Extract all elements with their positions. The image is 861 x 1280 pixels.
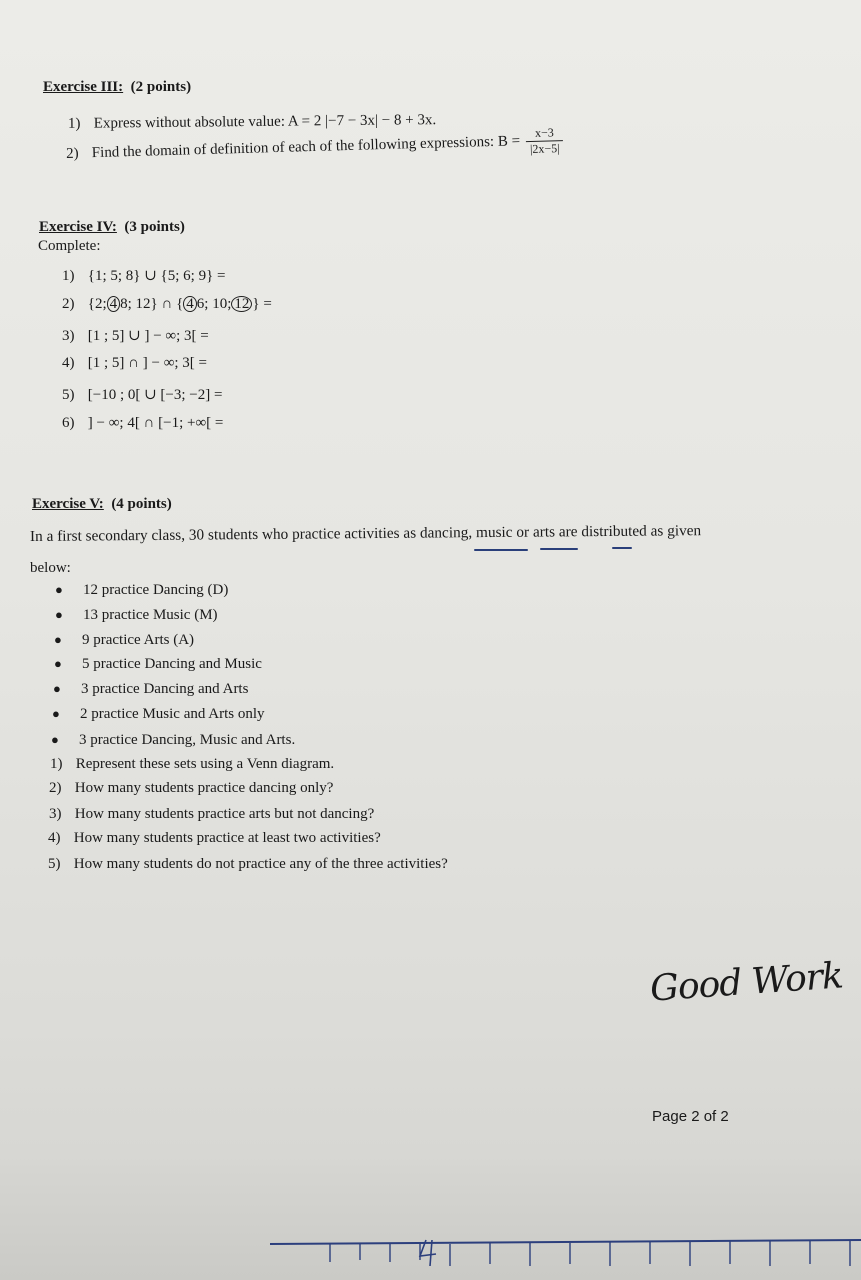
exercise-4-item-4 <box>62 355 207 372</box>
bullet-item <box>52 706 265 723</box>
q-text: Express without absolute value: A = 2 |−7 − 3x| − 8 + 3x. <box>93 112 437 132</box>
bullet-text: 13 practice Music (M) <box>83 607 218 623</box>
item-number: 5) <box>62 387 75 403</box>
exercise-5-points: (4 points) <box>111 496 172 512</box>
item-text: {1; 5; 8} ∪ {5; 6; 9} = <box>87 268 226 284</box>
exercise-4-item-2 <box>62 296 272 313</box>
exercise-5-question <box>48 830 381 847</box>
bullet-item <box>55 582 228 599</box>
question-text: How many students do not practice any of the three activities? <box>73 856 448 872</box>
item-number: 2) <box>62 296 75 312</box>
bullet-icon: ● <box>51 732 59 747</box>
item-text-post: } = <box>252 296 272 312</box>
exercise-3-points: (2 points) <box>130 79 192 95</box>
q-number: 2) <box>65 145 79 162</box>
bullet-icon: ● <box>55 607 63 622</box>
exercise-5-question <box>49 806 374 823</box>
exercise-4-heading <box>39 219 185 236</box>
handwritten-circle-mark: 4 <box>107 296 121 312</box>
handwritten-circle-mark: 4 <box>183 296 197 312</box>
bullet-item <box>54 632 194 649</box>
bullet-text: 3 practice Dancing and Arts <box>81 681 249 697</box>
q-text: Find the domain of definition of each of the following expressions: B = <box>91 133 521 162</box>
exercise-5-question <box>48 856 448 873</box>
handwritten-underline <box>540 548 578 550</box>
exercise-3-heading <box>43 79 191 96</box>
item-text-mid1: 8; 12} ∩ { <box>120 296 184 312</box>
q-number: 1) <box>67 115 81 132</box>
fraction-denominator: |2x−5| <box>529 141 560 156</box>
item-text: ] − ∞; 4[ ∩ [−1; +∞[ = <box>87 415 224 431</box>
bullet-item <box>54 656 262 673</box>
question-text: Represent these sets using a Venn diagram. <box>75 756 335 772</box>
handwritten-circle-mark: 12 <box>231 296 252 312</box>
exercise-4-intro: Complete: <box>38 238 101 254</box>
item-number: 6) <box>62 415 75 431</box>
exercise-5-title: Exercise V: <box>32 496 104 512</box>
closing-signature: Good Work <box>648 955 845 1010</box>
bullet-item <box>53 681 248 698</box>
exercise-4-item-3 <box>62 326 209 345</box>
fraction-numerator: x−3 <box>525 125 563 142</box>
exercise-3-title: Exercise III: <box>43 79 124 95</box>
item-text: [−10 ; 0[ ∪ [−3; −2] = <box>87 387 223 403</box>
bullet-text: 9 practice Arts (A) <box>82 632 195 648</box>
question-text: How many students practice dancing only? <box>74 780 334 796</box>
handwritten-underline <box>612 547 632 549</box>
question-number: 1) <box>50 756 63 772</box>
handwritten-underline <box>474 549 528 551</box>
bullet-icon: ● <box>52 706 60 721</box>
page-number: Page 2 of 2 <box>652 1108 729 1125</box>
ruler-decoration <box>0 1200 861 1280</box>
question-text: How many students practice arts but not dancing? <box>74 806 375 822</box>
question-number: 4) <box>48 830 61 846</box>
question-number: 2) <box>49 780 62 796</box>
bullet-text: 5 practice Dancing and Music <box>82 656 262 672</box>
bullet-text: 12 practice Dancing (D) <box>83 582 229 598</box>
exercise-4-points: (3 points) <box>124 219 185 235</box>
bullet-text: 2 practice Music and Arts only <box>80 706 265 722</box>
item-text-pre: {2; <box>87 296 107 312</box>
item-text: [1 ; 5] ∩ ] − ∞; 3[ = <box>87 355 208 371</box>
exercise-4-title: Exercise IV: <box>39 219 117 235</box>
question-number: 5) <box>48 856 61 872</box>
bullet-icon: ● <box>53 681 61 696</box>
exercise-5-question <box>49 780 333 797</box>
item-text-mid2: 6; 10; <box>196 296 232 312</box>
item-number: 4) <box>62 355 75 371</box>
exercise-4-item-1 <box>62 266 226 285</box>
exercise-5-question <box>50 756 334 773</box>
bullet-text: 3 practice Dancing, Music and Arts. <box>79 732 296 748</box>
exercise-4-item-5 <box>62 385 222 404</box>
exercise-5-intro-line-2: below: <box>30 560 71 576</box>
bullet-item <box>51 732 295 749</box>
question-number: 3) <box>49 806 62 822</box>
fraction <box>525 125 563 157</box>
item-number: 1) <box>62 268 75 284</box>
item-text: [1 ; 5] ∪ ] − ∞; 3[ = <box>87 328 209 344</box>
exercise-5-intro-line-1: In a first secondary class, 30 students who practice activities as dancing, music or arts are distributed as given <box>29 522 702 545</box>
exercise-4-item-6 <box>62 415 223 432</box>
exercise-5-heading <box>32 496 172 513</box>
bullet-icon: ● <box>54 656 62 671</box>
item-number: 3) <box>62 328 75 344</box>
bullet-icon: ● <box>55 582 63 597</box>
bullet-icon: ● <box>54 632 62 647</box>
bullet-item <box>55 607 218 624</box>
question-text: How many students practice at least two activities? <box>73 830 381 846</box>
